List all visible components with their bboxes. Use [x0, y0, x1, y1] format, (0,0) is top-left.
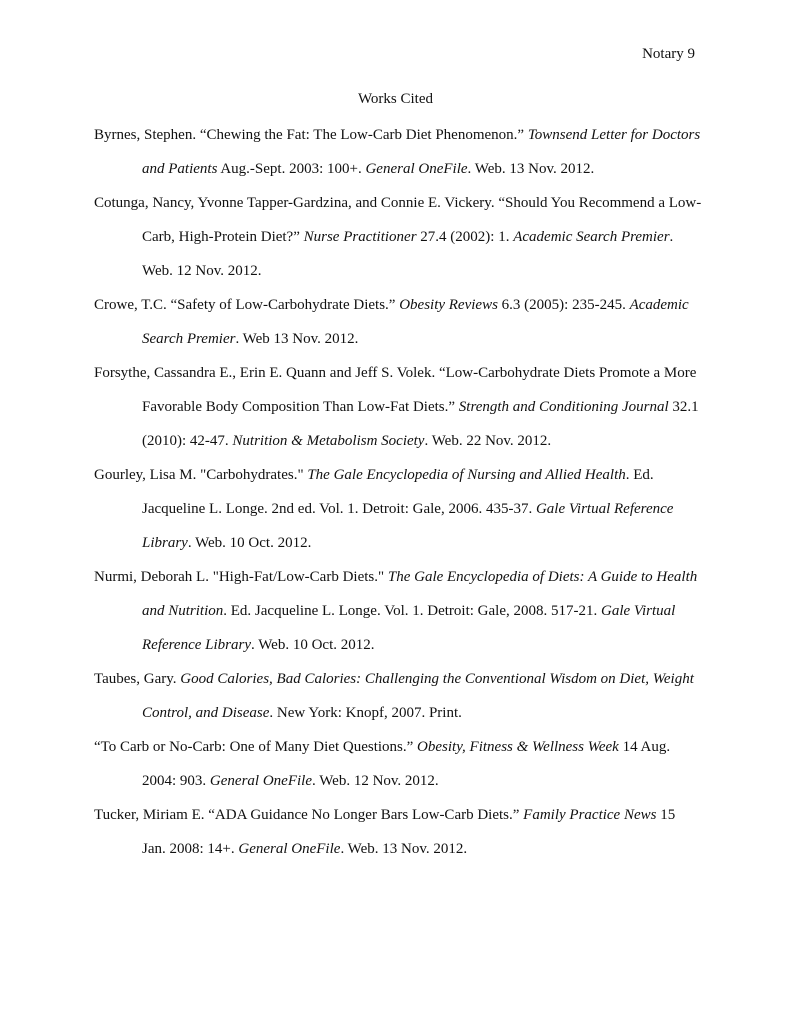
citation-text: . Web. 22 Nov. 2012.: [424, 433, 552, 449]
citation-title: Townsend Letter for Doctors and Patients: [142, 127, 701, 177]
page-title: Works Cited: [357, 91, 434, 107]
citation-text: “To Carb or No-Carb: One of Many Diet Questions.”: [94, 739, 418, 755]
citation-text: 27.4 (2002): 1.: [416, 229, 514, 245]
citation-title: Nurse Practitioner: [303, 229, 417, 245]
citation-entry: [94, 118, 702, 186]
citation-title: General OneFile: [209, 773, 312, 789]
citation-title: Gale Virtual Reference Library: [142, 501, 674, 551]
citation-text: 32.1 (2010): 42-47.: [142, 399, 699, 449]
citation-text: . Ed. Jacqueline L. Longe. 2nd ed. Vol. 1. Detroit: Gale, 2006. 435-37.: [142, 467, 654, 517]
citation-entry: [94, 560, 702, 662]
citation-title: The Gale Encyclopedia of Diets: A Guide to Health and Nutrition: [142, 569, 698, 619]
works-cited-list: [94, 118, 702, 866]
citation-text: 14 Aug. 2004: 903.: [142, 739, 671, 789]
citation-text: 6.3 (2005): 235-245.: [497, 297, 630, 313]
citation-entry: [94, 662, 702, 730]
citation-text: . New York: Knopf, 2007. Print.: [269, 705, 462, 721]
citation-title: Good Calories, Bad Calories: Challenging the Conventional Wisdom on Diet, Weight Control, and Disease: [142, 671, 694, 721]
citation-title: Family Practice News: [523, 807, 657, 823]
citation-text: Byrnes, Stephen. “Chewing the Fat: The Low-Carb Diet Phenomenon.”: [94, 127, 528, 143]
citation-entry: [94, 458, 702, 560]
citation-title: Nutrition & Metabolism Society: [232, 433, 425, 449]
citation-text: . Web. 10 Oct. 2012.: [187, 535, 312, 551]
citation-title: Academic Search Premier: [142, 297, 689, 347]
citation-title: The Gale Encyclopedia of Nursing and Allied Health: [307, 467, 626, 483]
citation-text: . Web. 13 Nov. 2012.: [467, 161, 595, 177]
citation-title: Strength and Conditioning Journal: [458, 399, 669, 415]
citation-title: Academic Search Premier: [513, 229, 670, 245]
citation-text: . Web. 10 Oct. 2012.: [251, 637, 375, 653]
citation-title: Obesity Reviews: [399, 297, 498, 313]
citation-text: Taubes, Gary.: [94, 671, 181, 687]
citation-entry: [94, 288, 702, 356]
citation-text: . Web. 12 Nov. 2012.: [311, 773, 439, 789]
citation-entry: [94, 730, 702, 798]
running-head: Notary 9: [642, 46, 695, 62]
citation-text: Nurmi, Deborah L. "High-Fat/Low-Carb Diets.": [94, 569, 388, 585]
citation-title: General OneFile: [238, 841, 341, 857]
citation-entry: [94, 186, 702, 288]
citation-text: . Web 13 Nov. 2012.: [235, 331, 359, 347]
citation-text: Crowe, T.C. “Safety of Low-Carbohydrate Diets.”: [94, 297, 400, 313]
citation-text: . Web. 12 Nov. 2012.: [142, 229, 674, 279]
citation-text: Forsythe, Cassandra E., Erin E. Quann and Jeff S. Volek. “Low-Carbohydrate Diets Promote a More Favorable Body Composition Than Low-Fat Diets.”: [94, 365, 697, 415]
citation-text: . Web. 13 Nov. 2012.: [340, 841, 468, 857]
citation-title: Obesity, Fitness & Wellness Week: [417, 739, 619, 755]
citation-entry: [94, 798, 702, 866]
citation-title: General OneFile: [365, 161, 468, 177]
citation-text: . Ed. Jacqueline L. Longe. Vol. 1. Detroit: Gale, 2008. 517-21.: [223, 603, 601, 619]
citation-text: Gourley, Lisa M. "Carbohydrates.": [94, 467, 308, 483]
citation-text: 15 Jan. 2008: 14+.: [142, 807, 676, 857]
citation-title: Gale Virtual Reference Library: [142, 603, 676, 653]
citation-text: Cotunga, Nancy, Yvonne Tapper-Gardzina, and Connie E. Vickery. “Should You Recommend a Low-Carb, High-Protein Diet?”: [94, 195, 702, 245]
citation-entry: [94, 356, 702, 458]
citation-text: Tucker, Miriam E. “ADA Guidance No Longer Bars Low-Carb Diets.”: [94, 807, 524, 823]
citation-text: Aug.-Sept. 2003: 100+.: [217, 161, 366, 177]
